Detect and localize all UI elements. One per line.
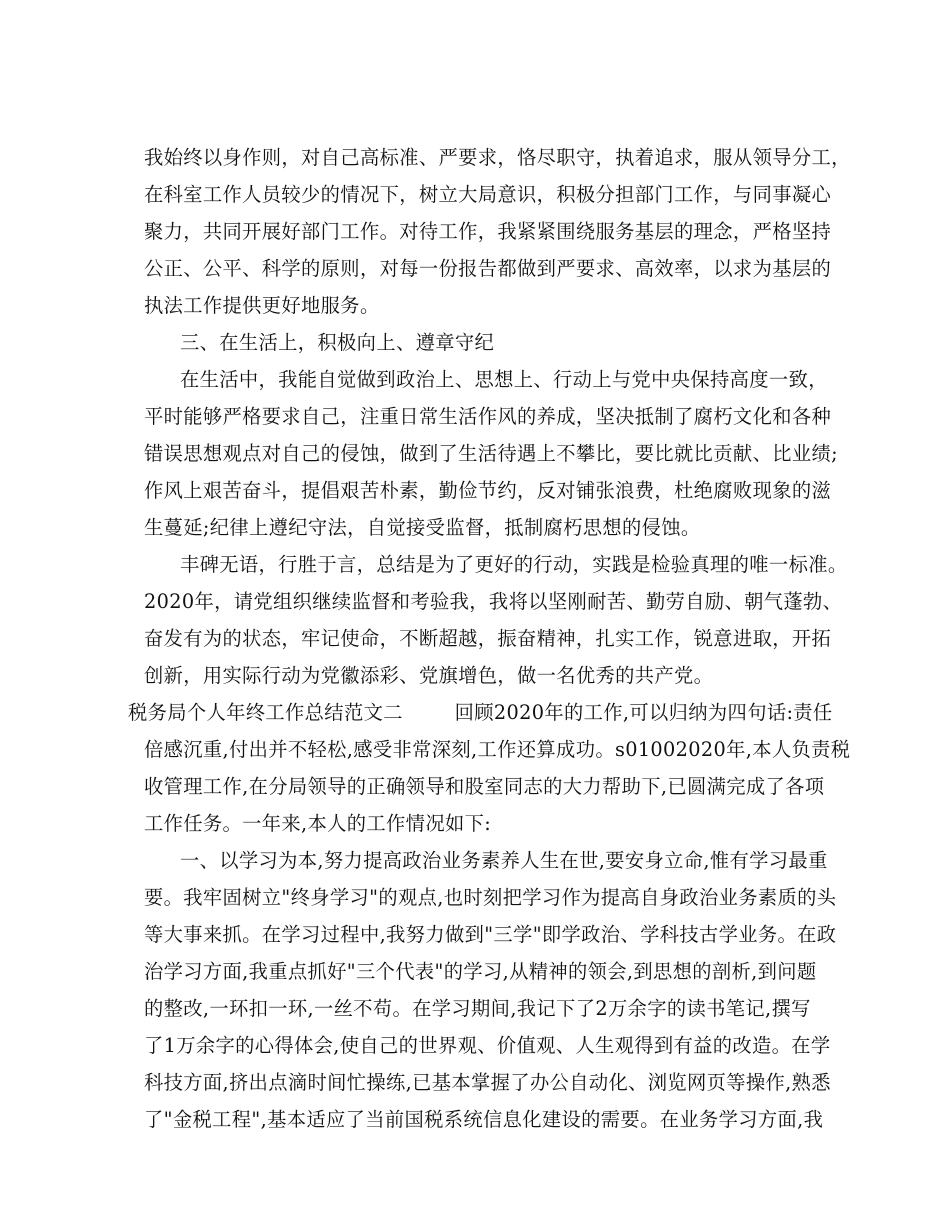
paragraph-line: 生蔓延;纪律上遵纪守法，自觉接受监督，抵制腐朽思想的侵蚀。 bbox=[144, 516, 701, 539]
paragraph-line: 奋发有为的状态，牢记使命，不断超越，振奋精神，扎实工作，锐意进取，开拓 bbox=[144, 627, 832, 650]
paragraph-line: 我始终以身作则，对自己高标准、严要求，恪尽职守，执着追求，服从领导分工， bbox=[144, 146, 851, 169]
paragraph-line: 要。我牢固树立"终身学习"的观点,也时刻把学习作为提高自身政治业务素质的头 bbox=[144, 886, 837, 909]
paragraph-line: 聚力，共同开展好部门工作。对待工作，我紧紧围绕服务基层的理念，严格坚持 bbox=[144, 220, 832, 243]
article-title-line: 税务局个人年终工作总结范文二 回顾2020年的工作,可以归纳为四句话:责任 bbox=[128, 701, 833, 724]
paragraph-line: 倍感沉重,付出并不轻松,感受非常深刻,工作还算成功。s01002020年,本人负责税 bbox=[144, 738, 851, 761]
paragraph-line: 工作任务。一年来,本人的工作情况如下: bbox=[144, 812, 492, 835]
section-heading: 三、在生活上，积极向上、遵章守纪 bbox=[180, 331, 495, 354]
paragraph-line: 平时能够严格要求自己，注重日常生活作风的养成，坚决抵制了腐朽文化和各种 bbox=[144, 405, 832, 428]
paragraph-line: 科技方面,挤出点滴时间忙操练,已基本掌握了办公自动化、浏览网页等操作,熟悉 bbox=[144, 1071, 831, 1094]
paragraph-line: 在科室工作人员较少的情况下，树立大局意识，积极分担部门工作，与同事凝心 bbox=[144, 183, 832, 206]
paragraph-line: 创新，用实际行动为党徽添彩、党旗增色，做一名优秀的共产党。 bbox=[144, 664, 714, 687]
paragraph-line: 了"金税工程",基本适应了当前国税系统信息化建设的需要。在业务学习方面,我 bbox=[144, 1108, 824, 1131]
paragraph-line: 治学习方面,我重点抓好"三个代表"的学习,从精神的领会,到思想的剖析,到问题 bbox=[144, 960, 817, 983]
paragraph-line: 的整改,一环扣一环,一丝不苟。在学习期间,我记下了2万余字的读书笔记,撰写 bbox=[144, 997, 811, 1020]
paragraph-line: 错误思想观点对自己的侵蚀，做到了生活待遇上不攀比，要比就比贡献、比业绩; bbox=[144, 442, 838, 465]
paragraph-line: 在生活中，我能自觉做到政治上、思想上、行动上与党中央保持高度一致， bbox=[180, 368, 828, 391]
paragraph-line: 公正、公平、科学的原则，对每一份报告都做到严要求、高效率，以求为基层的 bbox=[144, 257, 832, 280]
paragraph-line: 丰碑无语，行胜于言，总结是为了更好的行动，实践是检验真理的唯一标准。 bbox=[180, 553, 848, 576]
paragraph-line: 等大事来抓。在学习过程中,我努力做到"三学"即学政治、学科技古学业务。在政 bbox=[144, 923, 837, 946]
paragraph-line: 收管理工作,在分局领导的正确领导和股室同志的大力帮助下,已圆满完成了各项 bbox=[144, 775, 825, 798]
paragraph-line: 执法工作提供更好地服务。 bbox=[144, 294, 380, 317]
paragraph-line: 作风上艰苦奋斗，提倡艰苦朴素，勤俭节约，反对铺张浪费，杜绝腐败现象的滋 bbox=[144, 479, 832, 502]
paragraph-line: 了1万余字的心得体会,使自己的世界观、价值观、人生观得到有益的改造。在学 bbox=[144, 1034, 831, 1057]
paragraph-line: 2020年，请党组织继续监督和考验我，我将以坚刚耐苦、勤劳自励、朝气蓬勃、 bbox=[144, 590, 843, 613]
paragraph-line: 一、以学习为本,努力提高政治业务素养人生在世,要安身立命,惟有学习最重 bbox=[180, 849, 828, 872]
